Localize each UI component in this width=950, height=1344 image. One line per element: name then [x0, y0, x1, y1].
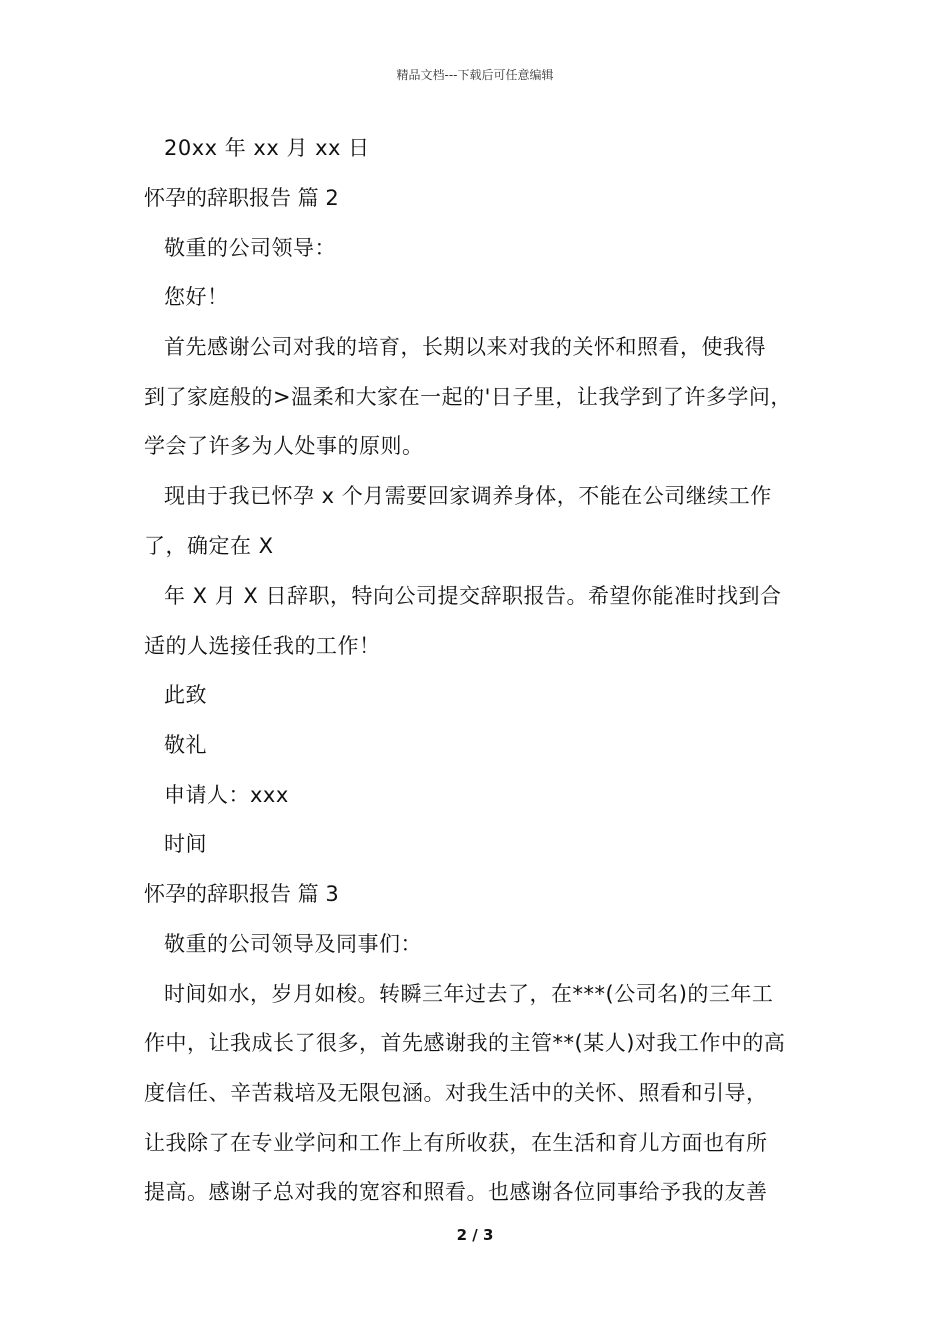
paragraph-line: 首先感谢公司对我的培育，长期以来对我的关怀和照看，使我得	[164, 335, 766, 359]
paragraph-line: 年 X 月 X 日辞职，特向公司提交辞职报告。希望你能准时找到合	[164, 584, 782, 608]
paragraph-line: 到了家庭般的>温柔和大家在一起的'日子里，让我学到了许多学问，	[144, 385, 792, 409]
page-number: 2 / 3	[456, 1226, 494, 1244]
closing-line: 此致	[164, 683, 207, 707]
paragraph-line: 现由于我已怀孕 x 个月需要回家调养身体，不能在公司继续工作	[164, 484, 772, 508]
salutation: 敬重的公司领导及同事们：	[164, 932, 422, 956]
greeting-hello: 您好！	[164, 285, 229, 309]
section-heading-3: 怀孕的辞职报告 篇 3	[144, 882, 339, 906]
applicant-line: 申请人：xxx	[164, 783, 289, 807]
letter-date: 20xx 年 xx 月 xx 日	[164, 136, 370, 160]
paragraph-line: 适的人选接任我的工作！	[144, 634, 381, 658]
closing-line: 敬礼	[164, 733, 207, 757]
paragraph-line: 时间如水，岁月如梭。转瞬三年过去了，在***(公司名)的三年工	[164, 982, 774, 1006]
time-line: 时间	[164, 832, 207, 856]
section-heading-2: 怀孕的辞职报告 篇 2	[144, 186, 339, 210]
paragraph-line: 了，确定在 X	[144, 534, 274, 558]
paragraph-line: 学会了许多为人处事的原则。	[144, 434, 424, 458]
paragraph-line: 度信任、辛苦栽培及无限包涵。对我生活中的关怀、照看和引导，	[144, 1081, 768, 1105]
paragraph-line: 让我除了在专业学问和工作上有所收获，在生活和育儿方面也有所	[144, 1131, 768, 1155]
salutation: 敬重的公司领导：	[164, 236, 336, 260]
paragraph-line: 提高。感谢子总对我的宽容和照看。也感谢各位同事给予我的友善	[144, 1180, 768, 1204]
page-header: 精品文档---下载后可任意编辑	[396, 68, 554, 82]
paragraph-line: 作中，让我成长了很多，首先感谢我的主管**(某人)对我工作中的高	[144, 1031, 786, 1055]
